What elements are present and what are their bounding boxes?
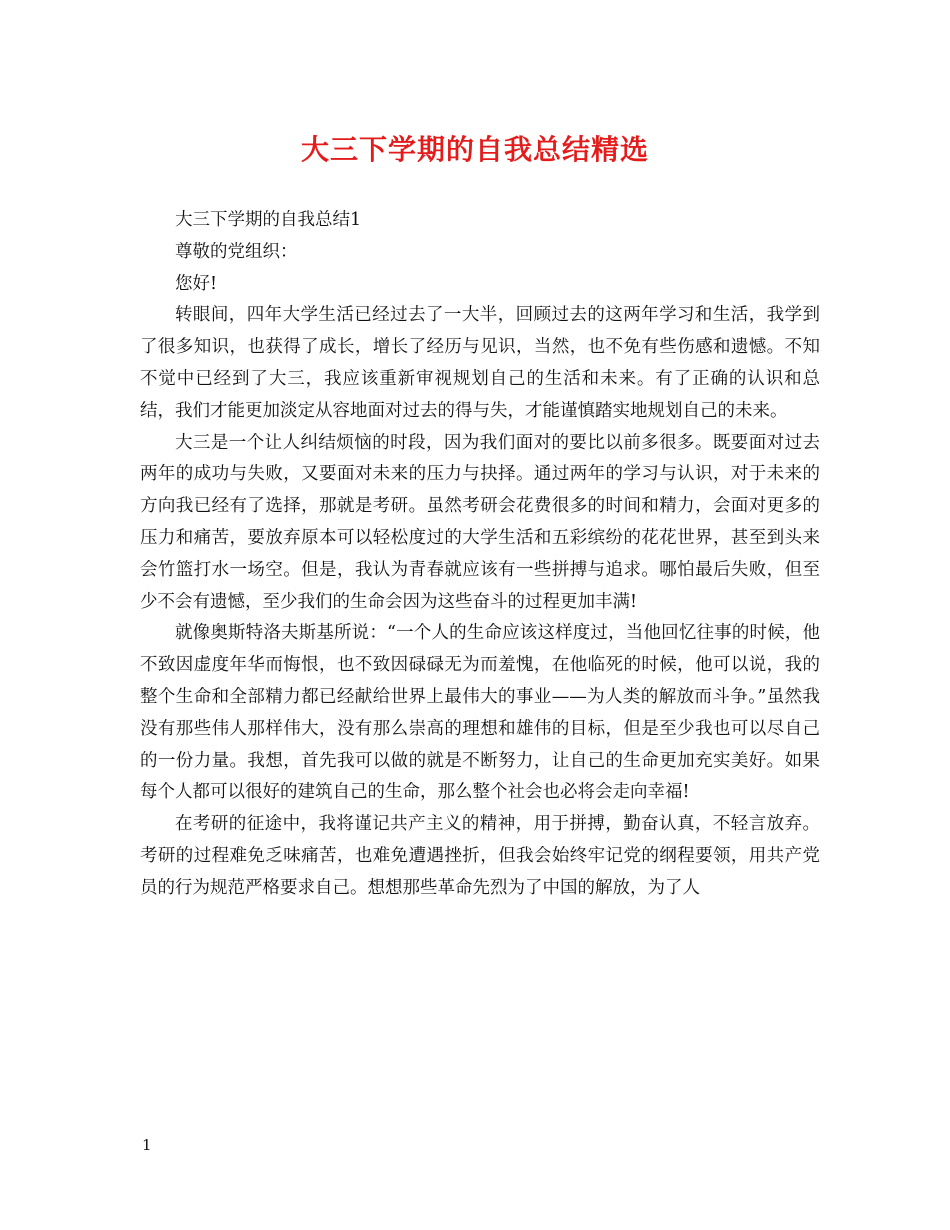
paragraph: 就像奥斯特洛夫斯基所说：“一个人的生命应该这样度过，当他回忆往事的时候，他不致因虚度年华而悔恨，也不致因碌碌无为而羞愧，在他临死的时候，他可以说，我的整个生命和全部精力都已经献给世界上最伟大的事业——为人类的解放而斗争。”虽然我没有那些伟人那样伟大，没有那么崇高的理想和雄伟的目标，但是至少我也可以尽自己的一份力量。我想，首先我可以做的就是不断努力，让自己的生命更加充实美好。如果每个人都可以很好的建筑自己的生命，那么整个社会也必将会走向幸福! <box>140 623 820 803</box>
document-title: 大三下学期的自我总结精选 <box>300 133 649 166</box>
paragraph-heading: 大三下学期的自我总结1 <box>175 210 362 230</box>
document-body <box>140 205 820 905</box>
paragraph-greeting: 您好! <box>175 273 218 294</box>
paragraph: 大三是一个让人纠结烦恼的时段，因为我们面对的要比以前多很多。既要面对过去两年的成功与失败，又要面对未来的压力与抉择。通过两年的学习与认识，对于未来的方向我已经有了选择，那就是考研。虽然考研会花费很多的时间和精力，会面对更多的压力和痛苦，要放弃原本可以轻松度过的大学生活和五彩缤纷的花花世界，甚至到头来会竹篮打水一场空。但是，我认为青春就应该有一些拼搏与追求。哪怕最后失败，但至少不会有遗憾，至少我们的生命会因为这些奋斗的过程更加丰满! <box>140 432 820 612</box>
paragraph-salutation: 尊敬的党组织： <box>175 241 298 262</box>
page-number: 1 <box>142 1136 152 1154</box>
paragraph: 在考研的征途中，我将谨记共产主义的精神，用于拼搏，勤奋认真，不轻言放弃。考研的过程难免乏味痛苦，也难免遭遇挫折，但我会始终牢记党的纲程要领，用共产党员的行为规范严格要求自己。想想那些革命先烈为了中国的解放，为了人 <box>140 814 820 898</box>
paragraph: 转眼间，四年大学生活已经过去了一大半，回顾过去的这两年学习和生活，我学到了很多知识，也获得了成长，增长了经历与见识，当然，也不免有些伤感和遗憾。不知不觉中已经到了大三，我应该重新审视规划自己的生活和未来。有了正确的认识和总结，我们才能更加淡定从容地面对过去的得与失，才能谨慎踏实地规划自己的未来。 <box>140 305 820 421</box>
